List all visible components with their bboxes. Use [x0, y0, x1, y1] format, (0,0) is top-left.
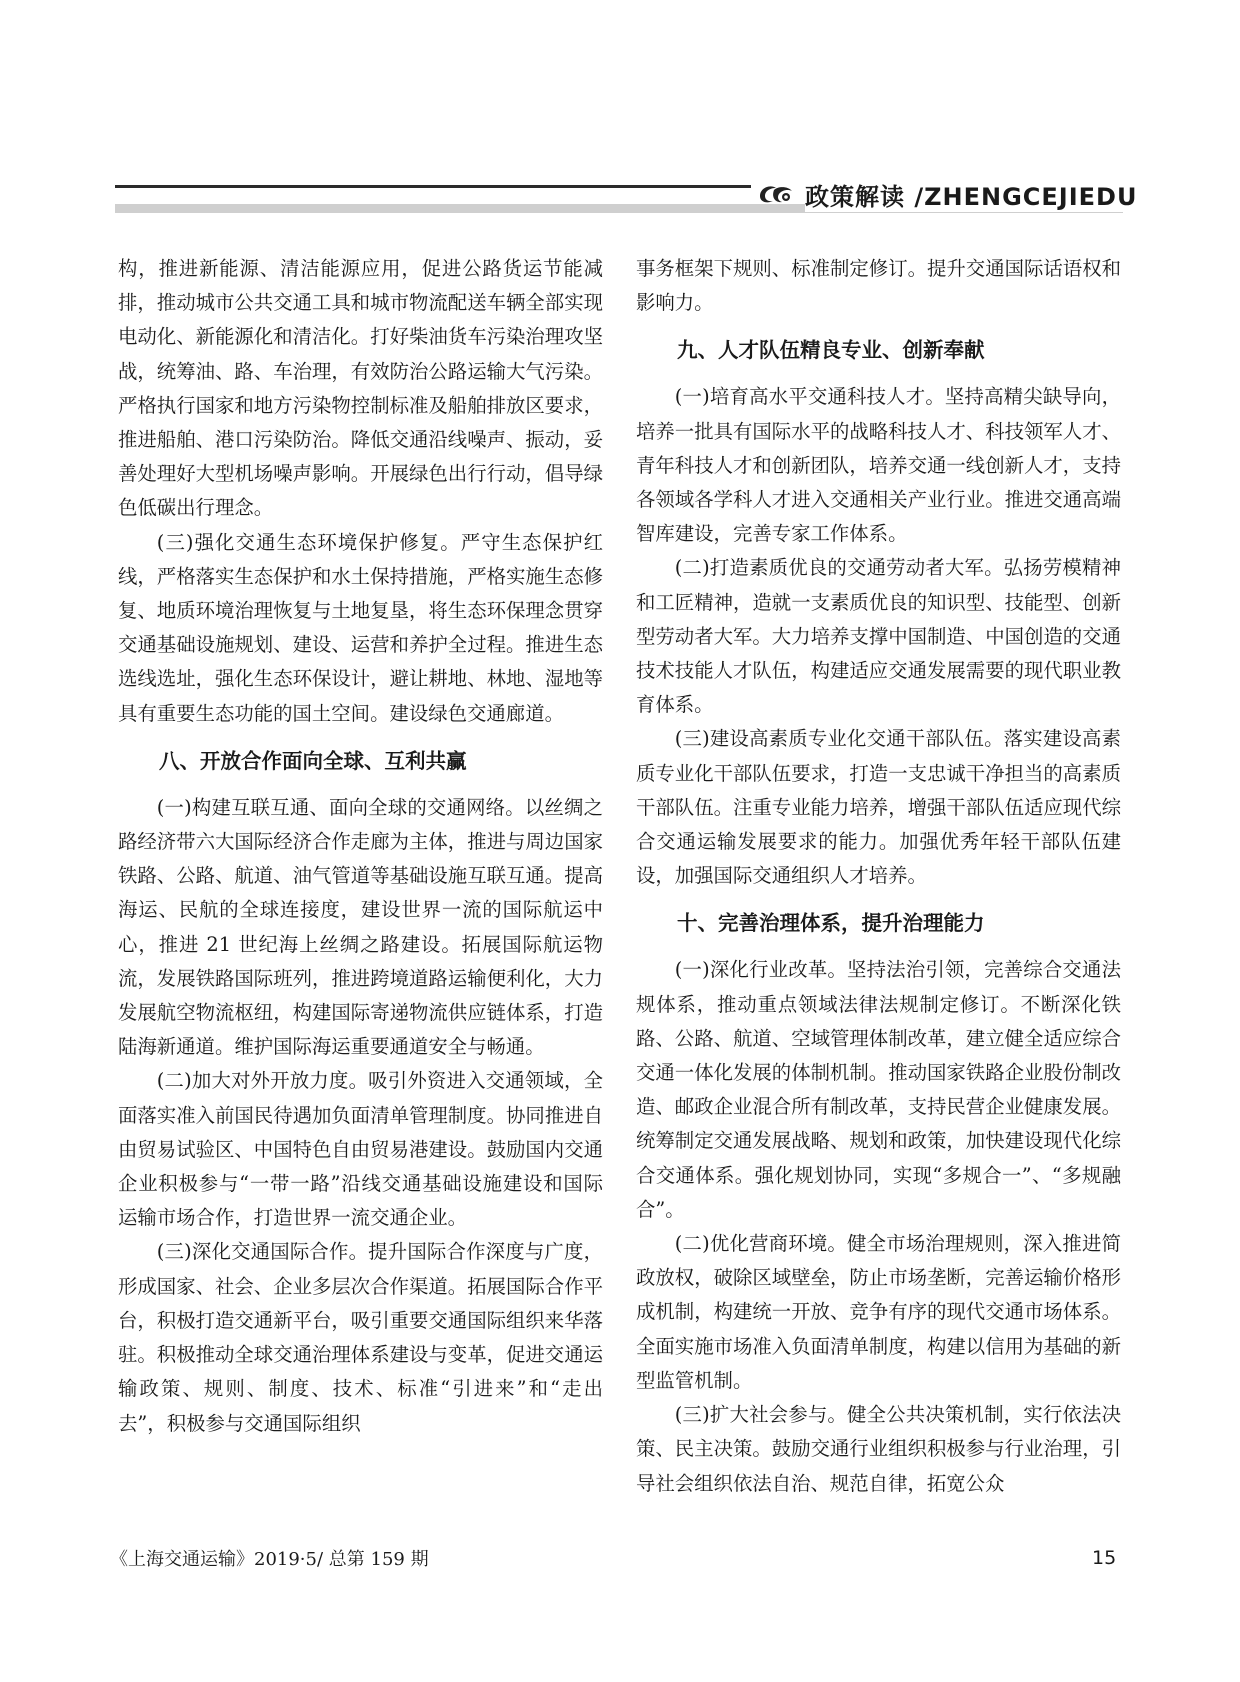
header-rule-top	[115, 185, 751, 188]
section-heading: 九、人才队伍精良专业、创新奉献	[677, 338, 985, 363]
paragraph: (一)培育高水平交通科技人才。坚持高精尖缺导向，培养一批具有国际水平的战略科技人才、科技领军人才、青年科技人才和创新团队，培养交通一线创新人才，支持各领域各学科人才进入交通相关产业行业。推进交通高端智库建设，完善专家工作体系。	[636, 385, 1121, 546]
journal-issue-info: 《上海交通运输》2019·5/ 总第 159 期	[110, 1549, 429, 1570]
section-heading: 十、完善治理体系，提升治理能力	[677, 911, 985, 936]
paragraph: (二)打造素质优良的交通劳动者大军。弘扬劳模精神和工匠精神，造就一支素质优良的知识型、技能型、创新型劳动者大军。大力培养支撑中国制造、中国创造的交通技术技能人才队伍，构建适应交通发展需要的现代职业教育体系。	[636, 556, 1121, 717]
paragraph: 事务框架下规则、标准制定修订。提升交通国际话语权和影响力。	[636, 257, 1121, 315]
paragraph: (三)深化交通国际合作。提升国际合作深度与广度，形成国家、社会、企业多层次合作渠道。拓展国际合作平台，积极打造交通新平台，吸引重要交通国际组织来华落驻。积极推动全球交通治理体系建设与变革，促进交通运输政策、规则、制度、技术、标准“引进来”和“走出去”，积极参与交通国际组织	[118, 1240, 603, 1435]
running-header	[115, 182, 1138, 214]
paragraph: (一)构建互联互通、面向全球的交通网络。以丝绸之路经济带六大国际经济合作走廊为主体，推进与周边国家铁路、公路、航道、油气管道等基础设施互联互通。提高海运、民航的全球连接度，建设世界一流的国际航运中心，推进 21 世纪海上丝绸之路建设。拓展国际航运物流，发展铁路国际班列，推进跨境道路运输便利化，大力发展航空物流枢纽，构建国际寄递物流供应链体系，打造陆海新通道。维护国际海运重要通道安全与畅通。	[118, 795, 603, 1059]
paragraph: (二)加大对外开放力度。吸引外资进入交通领域，全面落实准入前国民待遇加负面清单管理制度。协同推进自由贸易试验区、中国特色自由贸易港建设。鼓励国内交通企业积极参与“一带一路”沿线交通基础设施建设和国际运输市场合作，打造世界一流交通企业。	[118, 1069, 603, 1230]
page-number: 15	[1092, 1547, 1117, 1569]
paragraph: (一)深化行业改革。坚持法治引领，完善综合交通法规体系，推动重点领域法律法规制定修订。不断深化铁路、公路、航道、空域管理体制改革，建立健全适应综合交通一体化发展的体制机制。推动国家铁路企业股份制改造、邮政企业混合所有制改革，支持民营企业健康发展。统筹制定交通发展战略、规划和政策，加快建设现代化综合交通体系。强化规划协同，实现“多规合一”、“多规融合”。	[636, 958, 1121, 1221]
journal-logo-icon	[756, 182, 796, 206]
paragraph: (二)优化营商环境。健全市场治理规则，深入推进简政放权，破除区域壁垒，防止市场垄断，完善运输价格形成机制，构建统一开放、竞争有序的现代交通市场体系。全面实施市场准入负面清单制度，构建以信用为基础的新型监管机制。	[636, 1232, 1121, 1392]
paragraph: (三)扩大社会参与。健全公共决策机制，实行依法决策、民主决策。鼓励交通行业组织积极参与行业治理，引导社会组织依法自治、规范自律，拓宽公众	[636, 1403, 1121, 1495]
section-title: 政策解读 /ZHENGCEJIEDU	[805, 177, 1139, 212]
section-heading: 八、开放合作面向全球、互利共赢	[159, 748, 467, 773]
paragraph: (三)强化交通生态环境保护修复。严守生态保护红线，严格落实生态保护和水土保持措施，严格实施生态修复、地质环境治理恢复与土地复垦，将生态环保理念贯穿交通基础设施规划、建设、运营和养护全过程。推进生态选线选址，强化生态环保设计，避让耕地、林地、湿地等具有重要生态功能的国土空间。建设绿色交通廊道。	[118, 530, 603, 725]
paragraph: 构，推进新能源、清洁能源应用，促进公路货运节能减排，推动城市公共交通工具和城市物流配送车辆全部实现电动化、新能源化和清洁化。打好柴油货车污染治理攻坚战，统筹油、路、车治理，有效防治公路运输大气污染。严格执行国家和地方污染物控制标准及船舶排放区要求，推进船舶、港口污染防治。降低交通沿线噪声、振动，妥善处理好大型机场噪声影响。开展绿色出行行动，倡导绿色低碳出行理念。	[118, 257, 603, 520]
right-column	[636, 252, 1121, 1501]
left-column	[118, 252, 603, 1441]
paragraph: (三)建设高素质专业化交通干部队伍。落实建设高素质专业化干部队伍要求，打造一支忠诚干净担当的高素质干部队伍。注重专业能力培养，增强干部队伍适应现代综合交通运输发展要求的能力。加强优秀年轻干部队伍建设，加强国际交通组织人才培养。	[636, 727, 1121, 888]
